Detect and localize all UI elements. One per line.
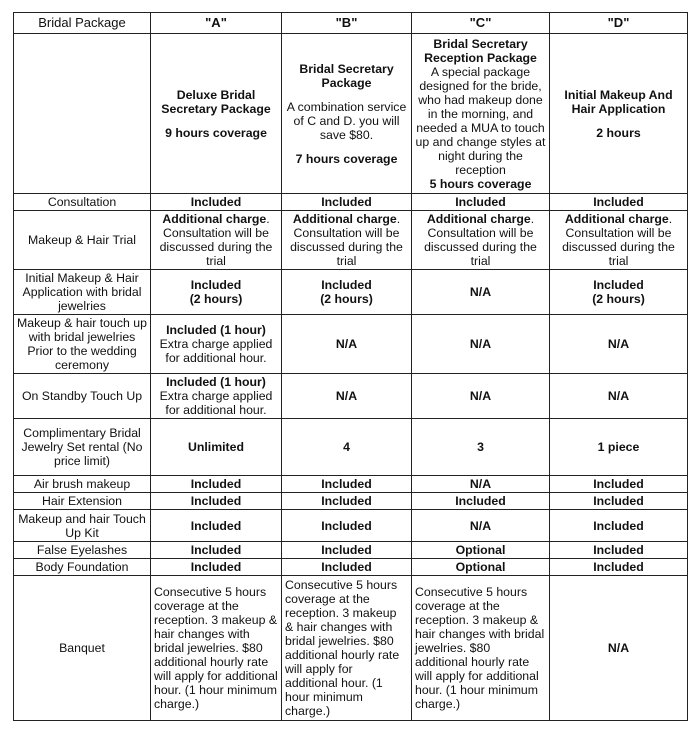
row-label-initial: Initial Makeup & Hair Application with bridal jewelries [14, 270, 151, 315]
initial-d-line2: (2 hours) [592, 292, 645, 306]
package-c-title: Bridal Secretary Reception Package [424, 36, 537, 65]
row-label-touchup-prior: Makeup & hair touch up with bridal jewelries Prior to the wedding ceremony [14, 315, 151, 374]
touchup-prior-a-bold: Included (1 hour) [166, 323, 266, 337]
row-label-eyelashes: False Eyelashes [14, 542, 151, 559]
package-a-title: Deluxe Bridal Secretary Package [161, 87, 271, 116]
cell-standby-b: N/A [282, 374, 412, 419]
cell-trial-d [550, 211, 688, 270]
package-a-hours: 9 hours coverage [165, 125, 267, 140]
row-label-kit: Makeup and hair Touch Up Kit [14, 510, 151, 542]
package-d-hours: 2 hours [596, 125, 641, 140]
package-d-title: Initial Makeup And Hair Application [564, 87, 673, 116]
cell-extension-b: Included [282, 493, 412, 510]
cell-consultation-b: Included [282, 194, 412, 211]
cell-eyelashes-b: Included [282, 542, 412, 559]
bridal-package-table [13, 12, 688, 721]
initial-b-line2: (2 hours) [320, 292, 373, 306]
description-label-empty [14, 34, 151, 194]
standby-a-rest: Extra charge applied for additional hour. [159, 389, 273, 417]
touchup-prior-a-rest: Extra charge applied for additional hour. [159, 337, 273, 365]
initial-d-line1: Included [593, 278, 644, 292]
cell-touchup-prior-a [151, 315, 282, 374]
cell-kit-b: Included [282, 510, 412, 542]
table-row [14, 542, 688, 559]
cell-kit-d: Included [550, 510, 688, 542]
table-row [14, 419, 688, 476]
table-row [14, 194, 688, 211]
row-label-airbrush: Air brush makeup [14, 476, 151, 493]
cell-airbrush-a: Included [151, 476, 282, 493]
package-b-body: A combination service of C and D. you will save $80. [286, 99, 407, 142]
row-label-trial: Makeup & Hair Trial [14, 211, 151, 270]
trial-d-bold: Additional charge [564, 212, 669, 226]
cell-initial-c: N/A [412, 270, 550, 315]
cell-standby-d: N/A [550, 374, 688, 419]
table-row [14, 493, 688, 510]
cell-banquet-b: Consecutive 5 hours coverage at the reception. 3 makeup & hair changes with bridal jewelries. $80 additional hourly rate will apply for additional hour. (1 hour minimum charge.) [282, 576, 412, 721]
table-row [14, 270, 688, 315]
cell-consultation-c: Included [412, 194, 550, 211]
package-d-description [550, 34, 688, 194]
cell-jewelry-a: Unlimited [151, 419, 282, 476]
table-row [14, 211, 688, 270]
header-col-c: "C" [412, 13, 550, 34]
header-row [14, 13, 688, 34]
table-row [14, 510, 688, 542]
trial-b-bold: Additional charge [292, 212, 397, 226]
row-label-jewelry: Complimentary Bridal Jewelry Set rental (No price limit) [14, 419, 151, 476]
cell-standby-a [151, 374, 282, 419]
initial-a-line2: (2 hours) [189, 292, 243, 306]
package-b-description [282, 34, 412, 194]
trial-d-rest: . Consultation will be discussed during the trial [562, 212, 675, 268]
cell-foundation-a: Included [151, 559, 282, 576]
cell-foundation-d: Included [550, 559, 688, 576]
cell-eyelashes-d: Included [550, 542, 688, 559]
cell-consultation-d: Included [550, 194, 688, 211]
cell-trial-c [412, 211, 550, 270]
cell-jewelry-b: 4 [282, 419, 412, 476]
cell-initial-b [282, 270, 412, 315]
cell-airbrush-c: N/A [412, 476, 550, 493]
row-label-consultation: Consultation [14, 194, 151, 211]
table-row [14, 315, 688, 374]
table-row [14, 374, 688, 419]
table-row [14, 476, 688, 493]
cell-trial-a [151, 211, 282, 270]
header-col-a: "A" [151, 13, 282, 34]
package-c-body: A special package designed for the bride, who had makeup done in the morning, and needed a MUA to touch up and change styles at night during the reception [415, 64, 546, 177]
cell-initial-d [550, 270, 688, 315]
cell-banquet-c: Consecutive 5 hours coverage at the reception. 3 makeup & hair changes with bridal jewelries. $80 additional hourly rate will apply for additional hour. (1 hour minimum charge.) [412, 576, 550, 721]
package-c-description [412, 34, 550, 194]
package-b-title: Bridal Secretary Package [299, 61, 394, 90]
cell-trial-b [282, 211, 412, 270]
table-row [14, 559, 688, 576]
trial-c-bold: Additional charge [426, 212, 531, 226]
standby-a-bold: Included (1 hour) [166, 375, 266, 389]
row-label-extension: Hair Extension [14, 493, 151, 510]
cell-foundation-c: Optional [412, 559, 550, 576]
description-row [14, 34, 688, 194]
trial-c-rest: . Consultation will be discussed during the trial [424, 212, 537, 268]
trial-a-bold: Additional charge [162, 212, 267, 226]
cell-banquet-a: Consecutive 5 hours coverage at the reception. 3 makeup & hair changes with bridal jewelries. $80 additional hourly rate will apply for additional hour. (1 hour minimum charge.) [151, 576, 282, 721]
row-label-foundation: Body Foundation [14, 559, 151, 576]
table-row [14, 576, 688, 721]
header-corner: Bridal Package [14, 13, 151, 34]
cell-airbrush-b: Included [282, 476, 412, 493]
cell-banquet-d: N/A [550, 576, 688, 721]
cell-initial-a [151, 270, 282, 315]
cell-touchup-prior-c: N/A [412, 315, 550, 374]
cell-airbrush-d: Included [550, 476, 688, 493]
initial-a-line1: Included [190, 278, 242, 292]
cell-jewelry-d: 1 piece [550, 419, 688, 476]
cell-touchup-prior-b: N/A [282, 315, 412, 374]
package-b-hours: 7 hours coverage [295, 151, 398, 166]
cell-eyelashes-c: Optional [412, 542, 550, 559]
cell-kit-a: Included [151, 510, 282, 542]
cell-foundation-b: Included [282, 559, 412, 576]
trial-b-rest: . Consultation will be discussed during the trial [290, 212, 403, 268]
cell-jewelry-c: 3 [412, 419, 550, 476]
cell-touchup-prior-d: N/A [550, 315, 688, 374]
trial-a-rest: . Consultation will be discussed during the trial [159, 212, 273, 268]
cell-extension-c: Included [412, 493, 550, 510]
cell-kit-c: N/A [412, 510, 550, 542]
row-label-banquet: Banquet [14, 576, 151, 721]
cell-extension-d: Included [550, 493, 688, 510]
package-c-hours: 5 hours coverage [429, 176, 532, 191]
header-col-b: "B" [282, 13, 412, 34]
row-label-standby: On Standby Touch Up [14, 374, 151, 419]
initial-b-line1: Included [321, 278, 372, 292]
cell-consultation-a: Included [151, 194, 282, 211]
header-col-d: "D" [550, 13, 688, 34]
package-a-description [151, 34, 282, 194]
cell-standby-c: N/A [412, 374, 550, 419]
cell-eyelashes-a: Included [151, 542, 282, 559]
cell-extension-a: Included [151, 493, 282, 510]
